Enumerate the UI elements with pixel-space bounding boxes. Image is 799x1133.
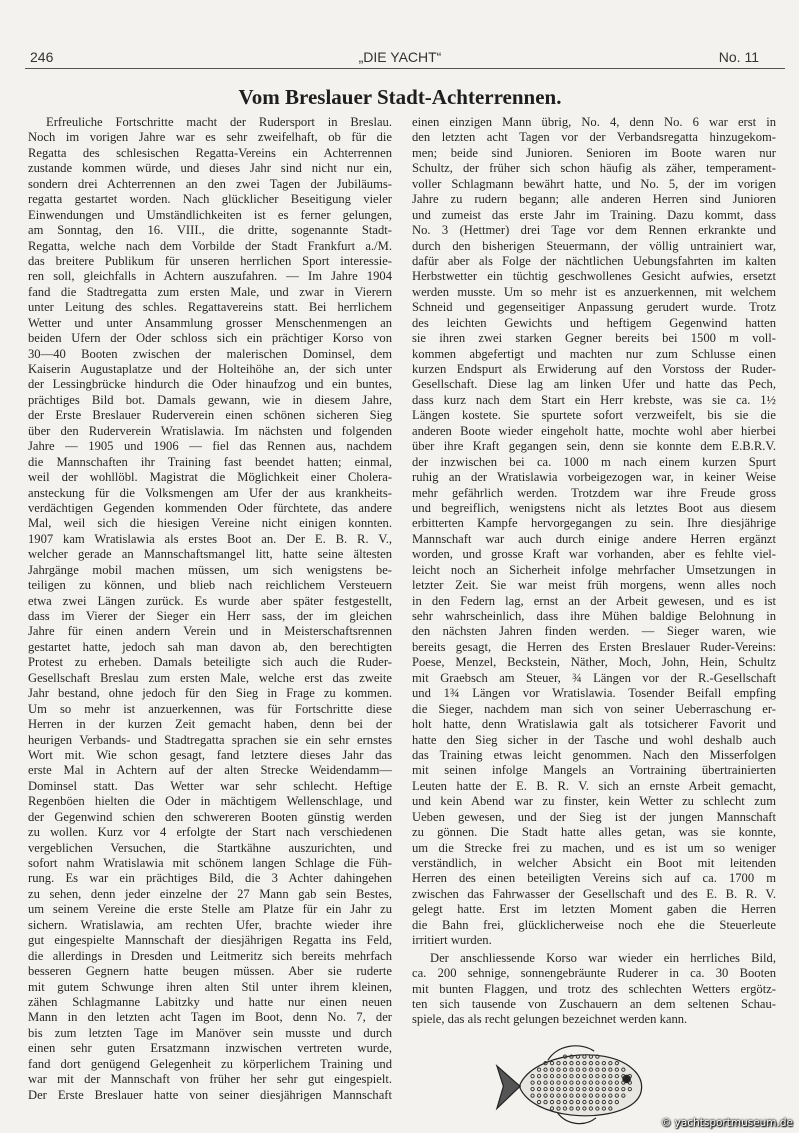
text-line: der Gegenwind schien den schwereren Booten günstig werden: [28, 809, 392, 824]
text-line: ca. 200 sehnige, sonnengebräunte Ruderer in ca. 30 Booten: [412, 966, 776, 981]
text-line: Gesellschaft Breslau zum ersten Male, welche erst das zweite: [28, 670, 392, 685]
text-line: regatta gestartet worden. Nach glücklicher Beseitigung vieler: [28, 192, 392, 207]
text-line: Jahr bestand, ohne jedoch für den Sieg in Frage zu kommen.: [28, 686, 392, 701]
text-line: dass im Vierer der Sieger ein Herr sass, der im gleichen: [28, 609, 392, 623]
text-line: und zumeist das erste Jahr im Training. Dazu kommt, dass: [412, 207, 776, 222]
text-line: den nächsten Jahren finden werden. — Sieger waren, wie: [412, 624, 776, 639]
text-line: Jahre — 1905 und 1906 — fiel das Rennen aus, nachdem: [28, 439, 392, 454]
text-line: mit gutem Schwunge ihren alten Stil unter ihrem kleinen,: [28, 979, 392, 994]
text-line: des leichten Gewichts und heftigem Gegenwind hatten: [412, 315, 776, 330]
text-line: zähen Schlagmanne Labitzky und hatte nur einen neuen: [28, 994, 392, 1009]
text-line: Wetter und unter Ansammlung grosser Menschenmengen an: [28, 315, 392, 330]
text-line: sondern drei Achterrennen an den zwei Tagen der Jubiläums-: [28, 176, 392, 191]
text-line: Mann in den letzten acht Tagen im Boot, denn No. 7, der: [28, 1010, 392, 1025]
text-line: Gesellschaft. Diese lag am linken Ufer und hatte das Pech,: [412, 377, 776, 392]
text-line: Längen kostete. Sie spurtete sofort verzweifelt, bis sie die: [412, 408, 776, 423]
text-line: Regenböen hielten die Oder in mächtigem Wellenschlage, und: [28, 794, 392, 809]
text-line: Leuten hatte der E. B. R. V. sich an ernste Arbeit gemacht,: [412, 778, 776, 793]
text-line: werden musste. Um so mehr ist es anzuerkennen, mit welchem: [412, 284, 776, 299]
text-line: Noch im vorigen Jahre war es sehr zweifelhaft, ob für die: [28, 130, 392, 145]
text-line: etwa zwei Längen zurück. Es wurde aber später festgestellt,: [28, 593, 392, 608]
text-line: Erfreuliche Fortschritte macht der Rudersport in Breslau.: [46, 115, 392, 129]
text-line: dafür aber als Folge der nächtlichen Uebungsfahrten im kalten: [412, 253, 776, 268]
text-line: Schneid und gegenseitiger Anpassung gerudert wurde. Trotz: [412, 300, 776, 315]
text-line: Der anschliessende Korso war wieder ein herrliches Bild,: [430, 950, 776, 965]
text-line: war mit der Mannschaft von früher her sehr gut eingespielt.: [28, 1072, 392, 1087]
text-line: das Training etwas leicht genommen. Nach den Misserfolgen: [412, 747, 776, 762]
text-line: verdächtigen Gegenden kommenden Oder fürchtete, das andere: [28, 500, 392, 515]
text-line: Jahre zu rudern begann; alle anderen Herren sind Junioren: [412, 192, 776, 207]
text-line: Kaiserin Augustaplatze und der Holteihöhe an, der sich unter: [28, 362, 392, 376]
text-line: erbitterten Kampfe hervorgegangen zu sein. Ihre diesjährige: [412, 516, 776, 531]
text-line: zu wollen. Kurz vor 4 erfolgte der Start nach verschiedenen: [28, 825, 392, 840]
paragraph: [412, 115, 776, 949]
right-column: [412, 115, 776, 1028]
text-line: 30—40 Booten zwischen der malerischen Dominsel, dem: [28, 346, 392, 361]
text-line: Der Erste Breslauer hatte von seiner diesjährigen Mannschaft: [28, 1087, 392, 1102]
text-line: vergeblichen Versuchen, die Startkähne auszurichten, und: [28, 840, 392, 855]
text-line: Mal, weil sich die hiesigen Vereine nicht einigen konnten.: [28, 516, 392, 531]
text-line: Schultz, der früher sich schon häufig als zäher, temperament-: [412, 161, 776, 176]
text-line: ren soll, gleichfalls in Achtern auszufahren. — Im Jahre 1904: [28, 269, 392, 284]
text-line: 1907 kam Wratislawia als erstes Boot an. Der E. B. R. V.,: [28, 531, 392, 546]
text-line: Regatta des schlesischen Regatta-Vereins ein Achterrennen: [28, 145, 392, 160]
text-line: mit Graebsch am Steuer, ¾ Längen vor der R.-Gesellschaft: [412, 670, 776, 685]
text-line: und kein Abend war zu finster, kein Wetter zu schlecht zum: [412, 794, 776, 809]
text-line: in den Federn lag, ernst an der Arbeit gewesen, und es ist: [412, 593, 776, 608]
text-line: sichern. Wratislawia, am rechten Ufer, brachte wieder ihre: [28, 917, 392, 932]
text-line: Regatta, welche nach dem Vorbilde der Stadt Frankfurt a./M.: [28, 238, 392, 253]
text-line: No. 3 (Hettmer) drei Tage vor dem Rennen erkrankte und: [412, 223, 776, 238]
text-line: men; beide sind Junioren. Senioren im Boote waren nur: [412, 145, 776, 160]
text-line: Jahrgänge mobil machen müssen, um sich wenigstens be-: [28, 562, 392, 577]
text-line: mit seinen infolge Mangels an Vortraining übertrainierten: [412, 763, 776, 778]
text-line: Wort mit. Wie schon gesagt, fand letztere dieses Jahr das: [28, 747, 392, 762]
text-line: um seinem Vereine die erste Stelle am Platze für ein Jahr zu: [28, 902, 392, 917]
text-line: holt hatte, denn Wratislawia galt als totsicherer Favorit und: [412, 717, 776, 732]
text-line: kommen abgefertigt und machten nur zum Schlusse einen: [412, 346, 776, 361]
text-line: worden, und grosse Kraft war vorhanden, aber es fehlte viel-: [412, 547, 776, 562]
text-line: den letzten acht Tagen vor der Verbandsregatta hinzugekom-: [412, 130, 776, 145]
text-line: das breitere Publikum für unseren herrlichen Sport interessie-: [28, 253, 392, 268]
text-line: kurzen Endspurt als Erwiderung auf den Vorstoss der Ruder-: [412, 362, 776, 376]
text-line: fand dort genügend Gelegenheit zu körperlichem Training und: [28, 1056, 392, 1071]
text-line: bis zum letzten Tage im Manöver sein musste und durch: [28, 1025, 392, 1040]
text-line: gut eingespielte Mannschaft der diesjährigen Regatta ins Feld,: [28, 933, 392, 948]
text-line: einen einzigen Mann übrig, No. 4, denn No. 6 war erst in: [412, 115, 776, 129]
text-line: gestartet hatte, jedoch sah man davon ab, den berechtigten: [28, 639, 392, 654]
text-line: die Bahn frei, glücklicherweise noch ehe die Steuerleute: [412, 917, 776, 932]
text-line: gelegt hatte. Erst im letzten Moment gaben die Herren: [412, 902, 776, 917]
text-line: mit bunten Flaggen, und trotz des schlechten Wetters ergötz-: [412, 981, 776, 996]
text-line: mehr gefährlich werden. Trotzdem war ihre Freude gross: [412, 485, 776, 500]
text-line: anderen Boote wieder eingeholt hatte, mochte wohl aber hierbei: [412, 423, 776, 438]
text-line: der Erste Breslauer Ruderverein einen schönen sicheren Sieg: [28, 408, 392, 423]
text-line: zwischen das Fahrwasser der Gesellschaft und des E. B. R. V.: [412, 886, 776, 901]
text-line: Um so mehr ist anzuerkennen, was für Fortschritte diese: [28, 701, 392, 716]
text-line: über den Ruderverein Wratislawia. Im nächsten und folgenden: [28, 423, 392, 438]
text-line: Mannschaft war auch durch einige andere Herren ergänzt: [412, 531, 776, 546]
text-line: bereits gesagt, die Herren des Ersten Breslauer Ruder-Vereins:: [412, 639, 776, 654]
page-number: 246: [30, 49, 54, 65]
text-line: Dominsel statt. Das Wetter war sehr schlecht. Heftige: [28, 778, 392, 793]
text-line: zu gönnen. Die Stadt hatte alles getan, was sie konnte,: [412, 825, 776, 840]
text-line: ansteckung für die Volksmengen am Ufer der aus krankheits-: [28, 485, 392, 500]
issue-number: No. 11: [718, 49, 759, 65]
text-line: die Mannschaften ihr Training fast beendet hatten; einmal,: [28, 454, 392, 469]
text-line: der inzwischen bei ca. 1000 m nach einem kurzen Spurt: [412, 454, 776, 469]
fish-icon: [486, 1040, 656, 1128]
text-line: prächtiges Bild bot. Damals gewann, wie in diesem Jahre,: [28, 392, 392, 407]
text-line: zu sehen, denn jeder einzelne der 27 Mann gab sein Bestes,: [28, 886, 392, 901]
text-line: voller Schlagmann bewährt hatte, und No. 5, der im vorigen: [412, 176, 776, 191]
text-line: einen sehr guten Ersatzmann inzwischen vertreten wurde,: [28, 1041, 392, 1056]
text-line: Herbstwetter ein tüchtig geschwollenes Gesicht aufwies, ersetzt: [412, 269, 776, 284]
text-line: hatte den Sieg sicher in der Tasche und wohl deshalb auch: [412, 732, 776, 747]
text-line: spiele, das als recht gelungen bezeichnet werden kann.: [412, 1012, 688, 1027]
text-line: unter Leitung des schles. Regattavereins statt. Bei herrlichem: [28, 300, 392, 315]
text-line: heurigen Verbands- und Stadtregatta sprachen sie ein sehr ernstes: [28, 732, 392, 747]
header-rule: [25, 68, 785, 69]
text-line: die allerdings in Dresden und Leitmeritz sich bereits mehrfach: [28, 948, 392, 963]
text-line: über ihre Kraft gegangen sein, denn sie konnte dem E.B.R.V.: [412, 439, 776, 454]
text-line: fand die Stadtregatta zum ersten Male, und zwar in Vierern: [28, 284, 392, 299]
text-line: sehr wahrscheinlich, dass ihre Mühen baldige Belohnung in: [412, 609, 776, 623]
text-line: Ueben gewesen, und der Sieg ist der jungen Mannschaft: [412, 809, 776, 824]
text-line: rung. Es war ein prächtiges Bild, die 3 Achter dahingehen: [28, 871, 392, 886]
left-column: [28, 115, 392, 1103]
text-line: teiligen zu können, und blieb nach reichlichem Versteuern: [28, 578, 392, 593]
text-line: letzter Zeit. Sie war meist früh morgens, wenn alles noch: [412, 578, 776, 593]
text-line: sofort nahm Wratislawia mit schönem langen Schlage die Füh-: [28, 856, 392, 870]
text-line: ruhig an der Wratislawia vorbeigezogen war, in keiner Weise: [412, 470, 776, 485]
text-line: um die Strecke frei zu machen, und es ist um so weniger: [412, 840, 776, 855]
text-line: welcher gerade an Mannschaftsmangel litt, hatte seine ältesten: [28, 547, 392, 562]
text-line: Poese, Menzel, Beckstein, Näther, Moch, John, Hein, Schultz: [412, 655, 776, 670]
text-line: und 1¾ Längen vor Wratislawia. Tosender Beifall empfing: [412, 686, 776, 701]
text-line: dass kurz nach dem Start ein Herr krebste, was sie ca. 1½: [412, 392, 776, 407]
text-line: weil der wohllöbl. Magistrat die Möglichkeit einer Cholera-: [28, 470, 392, 485]
text-line: besseren Gegnern hatte beugen müssen. Aber sie ruderte: [28, 964, 392, 979]
journal-title: „DIE YACHT“: [358, 49, 442, 65]
text-line: und begreiflich, wenigstens nicht als letztes Boot aus diesem: [412, 500, 776, 515]
text-line: Protest zu erheben. Damals beteiligte sich auch die Ruder-: [28, 655, 392, 670]
text-line: der Lessingbrücke hindurch die Oder hinaufzog und ein buntes,: [28, 377, 392, 392]
paragraph: [412, 951, 776, 1028]
paragraph: [28, 115, 392, 1103]
text-line: leicht noch an Sicherheit infolge mehrfacher Umsetzungen in: [412, 562, 776, 577]
text-line: beiden Ufern der Oder schloss sich ein prächtiger Korso von: [28, 331, 392, 346]
watermark: © yachtsportmuseum.de: [660, 1117, 793, 1129]
text-line: zustande kommen würde, und dieses Jahr sind nicht nur ein,: [28, 161, 392, 176]
text-line: verständlich, in welcher Absicht ein Boot mit leitenden: [412, 856, 776, 870]
article-title: Vom Breslauer Stadt-Achterrennen.: [238, 85, 562, 109]
text-line: durch den bisherigen Steuermann, der völlig untrainiert war,: [412, 238, 776, 253]
text-line: am Sonntag, den 16. VIII., die dritte, sogenannte Stadt-: [28, 223, 392, 238]
text-line: Herren in der kurzen Zeit gemacht haben, denn bei der: [28, 717, 392, 732]
text-line: ten sich tausende von Zuschauern an dem seltenen Schau-: [412, 996, 776, 1011]
text-line: irritiert wurden.: [412, 933, 492, 948]
text-line: erste Mal in Achtern auf der alten Strecke Weidendamm—: [28, 763, 392, 778]
text-line: die Sieger, nachdem man sich von seiner Ueberraschung er-: [412, 701, 776, 716]
text-line: Herren des einen beteiligten Vereins sich auf ca. 1700 m: [412, 871, 776, 886]
text-line: Einwendungen und Umständlichkeiten ist es ferner gelungen,: [28, 207, 392, 222]
text-line: Jahre für einen andern Verein und in Meisterschaftsrennen: [28, 624, 392, 639]
text-line: sie ihren zwei starken Gegner bereits bei 1500 m voll-: [412, 331, 776, 346]
